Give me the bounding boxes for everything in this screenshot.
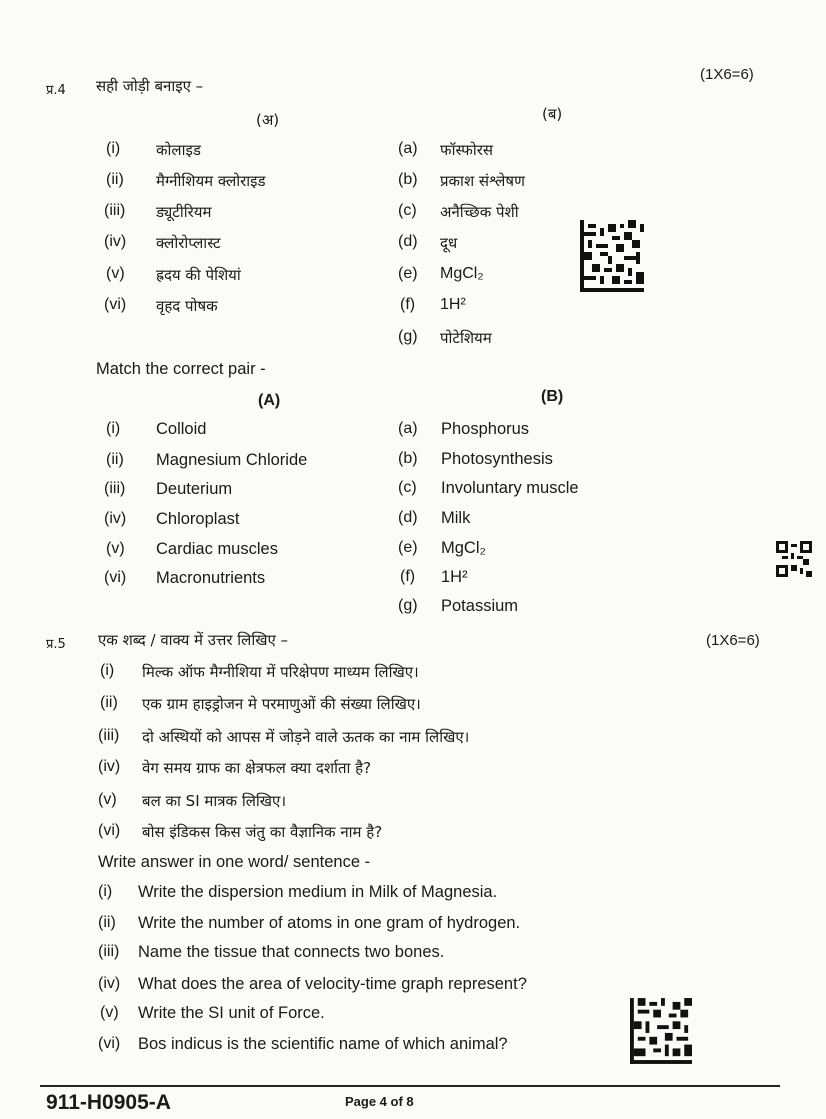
item-number: (v) bbox=[100, 1004, 119, 1021]
item-text: Write the dispersion medium in Milk of Magnesia. bbox=[138, 883, 498, 901]
item-number: (iv) bbox=[98, 758, 121, 775]
item-number: (i) bbox=[106, 140, 121, 157]
item-number: (d) bbox=[398, 233, 418, 250]
item-text: Name the tissue that connects two bones. bbox=[138, 943, 445, 961]
item-text: ड्यूटीरियम bbox=[156, 203, 212, 221]
item-number: (v) bbox=[98, 791, 117, 808]
question-4-number: प्र.4 bbox=[46, 83, 66, 98]
item-text: Cardiac muscles bbox=[156, 540, 278, 558]
column-a-heading-hindi: (अ) bbox=[256, 111, 280, 129]
item-number: (e) bbox=[398, 539, 418, 556]
item-number: (iv) bbox=[104, 233, 127, 250]
item-number: (vi) bbox=[98, 1035, 121, 1052]
item-text: वृहद पोषक bbox=[156, 297, 218, 315]
question-5-number: प्र.5 bbox=[46, 637, 66, 652]
item-number: (c) bbox=[398, 202, 417, 219]
item-number: (vi) bbox=[104, 569, 127, 586]
item-number: (e) bbox=[398, 265, 418, 282]
item-text: What does the area of velocity-time graph represent? bbox=[138, 975, 527, 993]
item-number: (g) bbox=[398, 328, 418, 345]
item-text: Milk bbox=[441, 509, 471, 527]
item-text: 1H² bbox=[441, 568, 468, 586]
item-text: Colloid bbox=[156, 420, 207, 438]
item-text: Bos indicus is the scientific name of which animal? bbox=[138, 1035, 508, 1053]
item-text: पोटेशियम bbox=[440, 329, 492, 347]
item-number: (b) bbox=[398, 450, 418, 467]
item-text: Write the number of atoms in one gram of hydrogen. bbox=[138, 914, 521, 932]
item-number: (i) bbox=[106, 420, 121, 437]
question-4-heading-english: Match the correct pair - bbox=[96, 360, 266, 378]
item-number: (ii) bbox=[100, 694, 118, 711]
item-text: Involuntary muscle bbox=[441, 479, 579, 497]
datamatrix-code-top bbox=[580, 220, 644, 292]
item-text: Write the SI unit of Force. bbox=[138, 1004, 325, 1022]
item-text: क्लोरोप्लास्ट bbox=[156, 234, 221, 252]
column-b-heading-english: (B) bbox=[541, 388, 564, 405]
item-number: (i) bbox=[98, 883, 113, 900]
item-text: फॉस्फोरस bbox=[440, 141, 494, 159]
item-text: बोस इंडिकस किस जंतु का वैज्ञानिक नाम है? bbox=[142, 823, 383, 841]
item-number: (v) bbox=[106, 265, 125, 282]
item-number: (ii) bbox=[106, 451, 124, 468]
item-number: (vi) bbox=[104, 296, 127, 313]
question-5-heading-hindi: एक शब्द / वाक्य में उत्तर लिखिए – bbox=[98, 631, 289, 649]
item-number: (d) bbox=[398, 509, 418, 526]
item-number: (ii) bbox=[106, 171, 124, 188]
item-text: Magnesium Chloride bbox=[156, 451, 308, 469]
column-b-heading-hindi: (ब) bbox=[542, 105, 563, 123]
item-number: (f) bbox=[400, 296, 416, 313]
question-4-marks: (1X6=6) bbox=[700, 66, 754, 83]
item-text: एक ग्राम हाइड्रोजन मे परमाणुओं की संख्या लिखिए। bbox=[142, 695, 421, 713]
item-text: ह्रदय की पेशियां bbox=[156, 266, 241, 284]
item-text: MgCl₂ bbox=[440, 265, 484, 282]
item-number: (iii) bbox=[104, 202, 126, 219]
item-text: अनैच्छिक पेशी bbox=[440, 203, 519, 221]
paper-code: 911-H0905-A bbox=[46, 1091, 171, 1114]
item-text: Chloroplast bbox=[156, 510, 240, 528]
item-text: वेग समय ग्राफ का क्षेत्रफल क्या दर्शाता है? bbox=[142, 759, 372, 777]
item-number: (i) bbox=[100, 662, 115, 679]
item-text: MgCl₂ bbox=[441, 539, 486, 557]
item-text: Phosphorus bbox=[441, 420, 530, 438]
item-text: Potassium bbox=[441, 597, 519, 615]
item-number: (iii) bbox=[104, 480, 126, 497]
qr-code-side bbox=[776, 540, 812, 578]
datamatrix-code-bottom bbox=[630, 998, 692, 1064]
item-text: 1H² bbox=[440, 296, 466, 313]
item-text: Deuterium bbox=[156, 480, 233, 498]
item-number: (iv) bbox=[104, 510, 127, 527]
item-text: कोलाइड bbox=[156, 141, 201, 159]
question-5-marks: (1X6=6) bbox=[706, 632, 760, 649]
page-number: Page 4 of 8 bbox=[345, 1094, 414, 1109]
item-number: (v) bbox=[106, 540, 125, 557]
item-number: (iv) bbox=[98, 975, 121, 992]
question-5-heading-english: Write answer in one word/ sentence - bbox=[98, 853, 371, 871]
item-text: दो अस्थियों को आपस में जोड़ने वाले ऊतक का नाम लिखिए। bbox=[142, 728, 470, 746]
footer-rule bbox=[40, 1085, 780, 1087]
item-number: (g) bbox=[398, 597, 418, 614]
item-text: मैग्नीशियम क्लोराइड bbox=[156, 172, 266, 190]
item-number: (iii) bbox=[98, 727, 120, 744]
item-number: (b) bbox=[398, 171, 418, 188]
item-number: (f) bbox=[400, 568, 416, 585]
item-text: Macronutrients bbox=[156, 569, 266, 587]
question-4-heading-hindi: सही जोड़ी बनाइए – bbox=[96, 77, 204, 95]
item-number: (a) bbox=[398, 420, 418, 437]
item-text: बल का SI मात्रक लिखिए। bbox=[142, 792, 287, 810]
item-number: (vi) bbox=[98, 822, 121, 839]
item-number: (c) bbox=[398, 479, 417, 496]
item-text: दूध bbox=[440, 234, 458, 252]
item-text: Photosynthesis bbox=[441, 450, 553, 468]
item-number: (iii) bbox=[98, 943, 120, 960]
column-a-heading-english: (A) bbox=[258, 392, 281, 409]
item-text: मिल्क ऑफ मैग्नीशिया में परिक्षेपण माध्यम लिखिए। bbox=[142, 663, 419, 681]
item-number: (ii) bbox=[98, 914, 116, 931]
item-text: प्रकाश संश्लेषण bbox=[440, 172, 525, 190]
item-number: (a) bbox=[398, 140, 418, 157]
